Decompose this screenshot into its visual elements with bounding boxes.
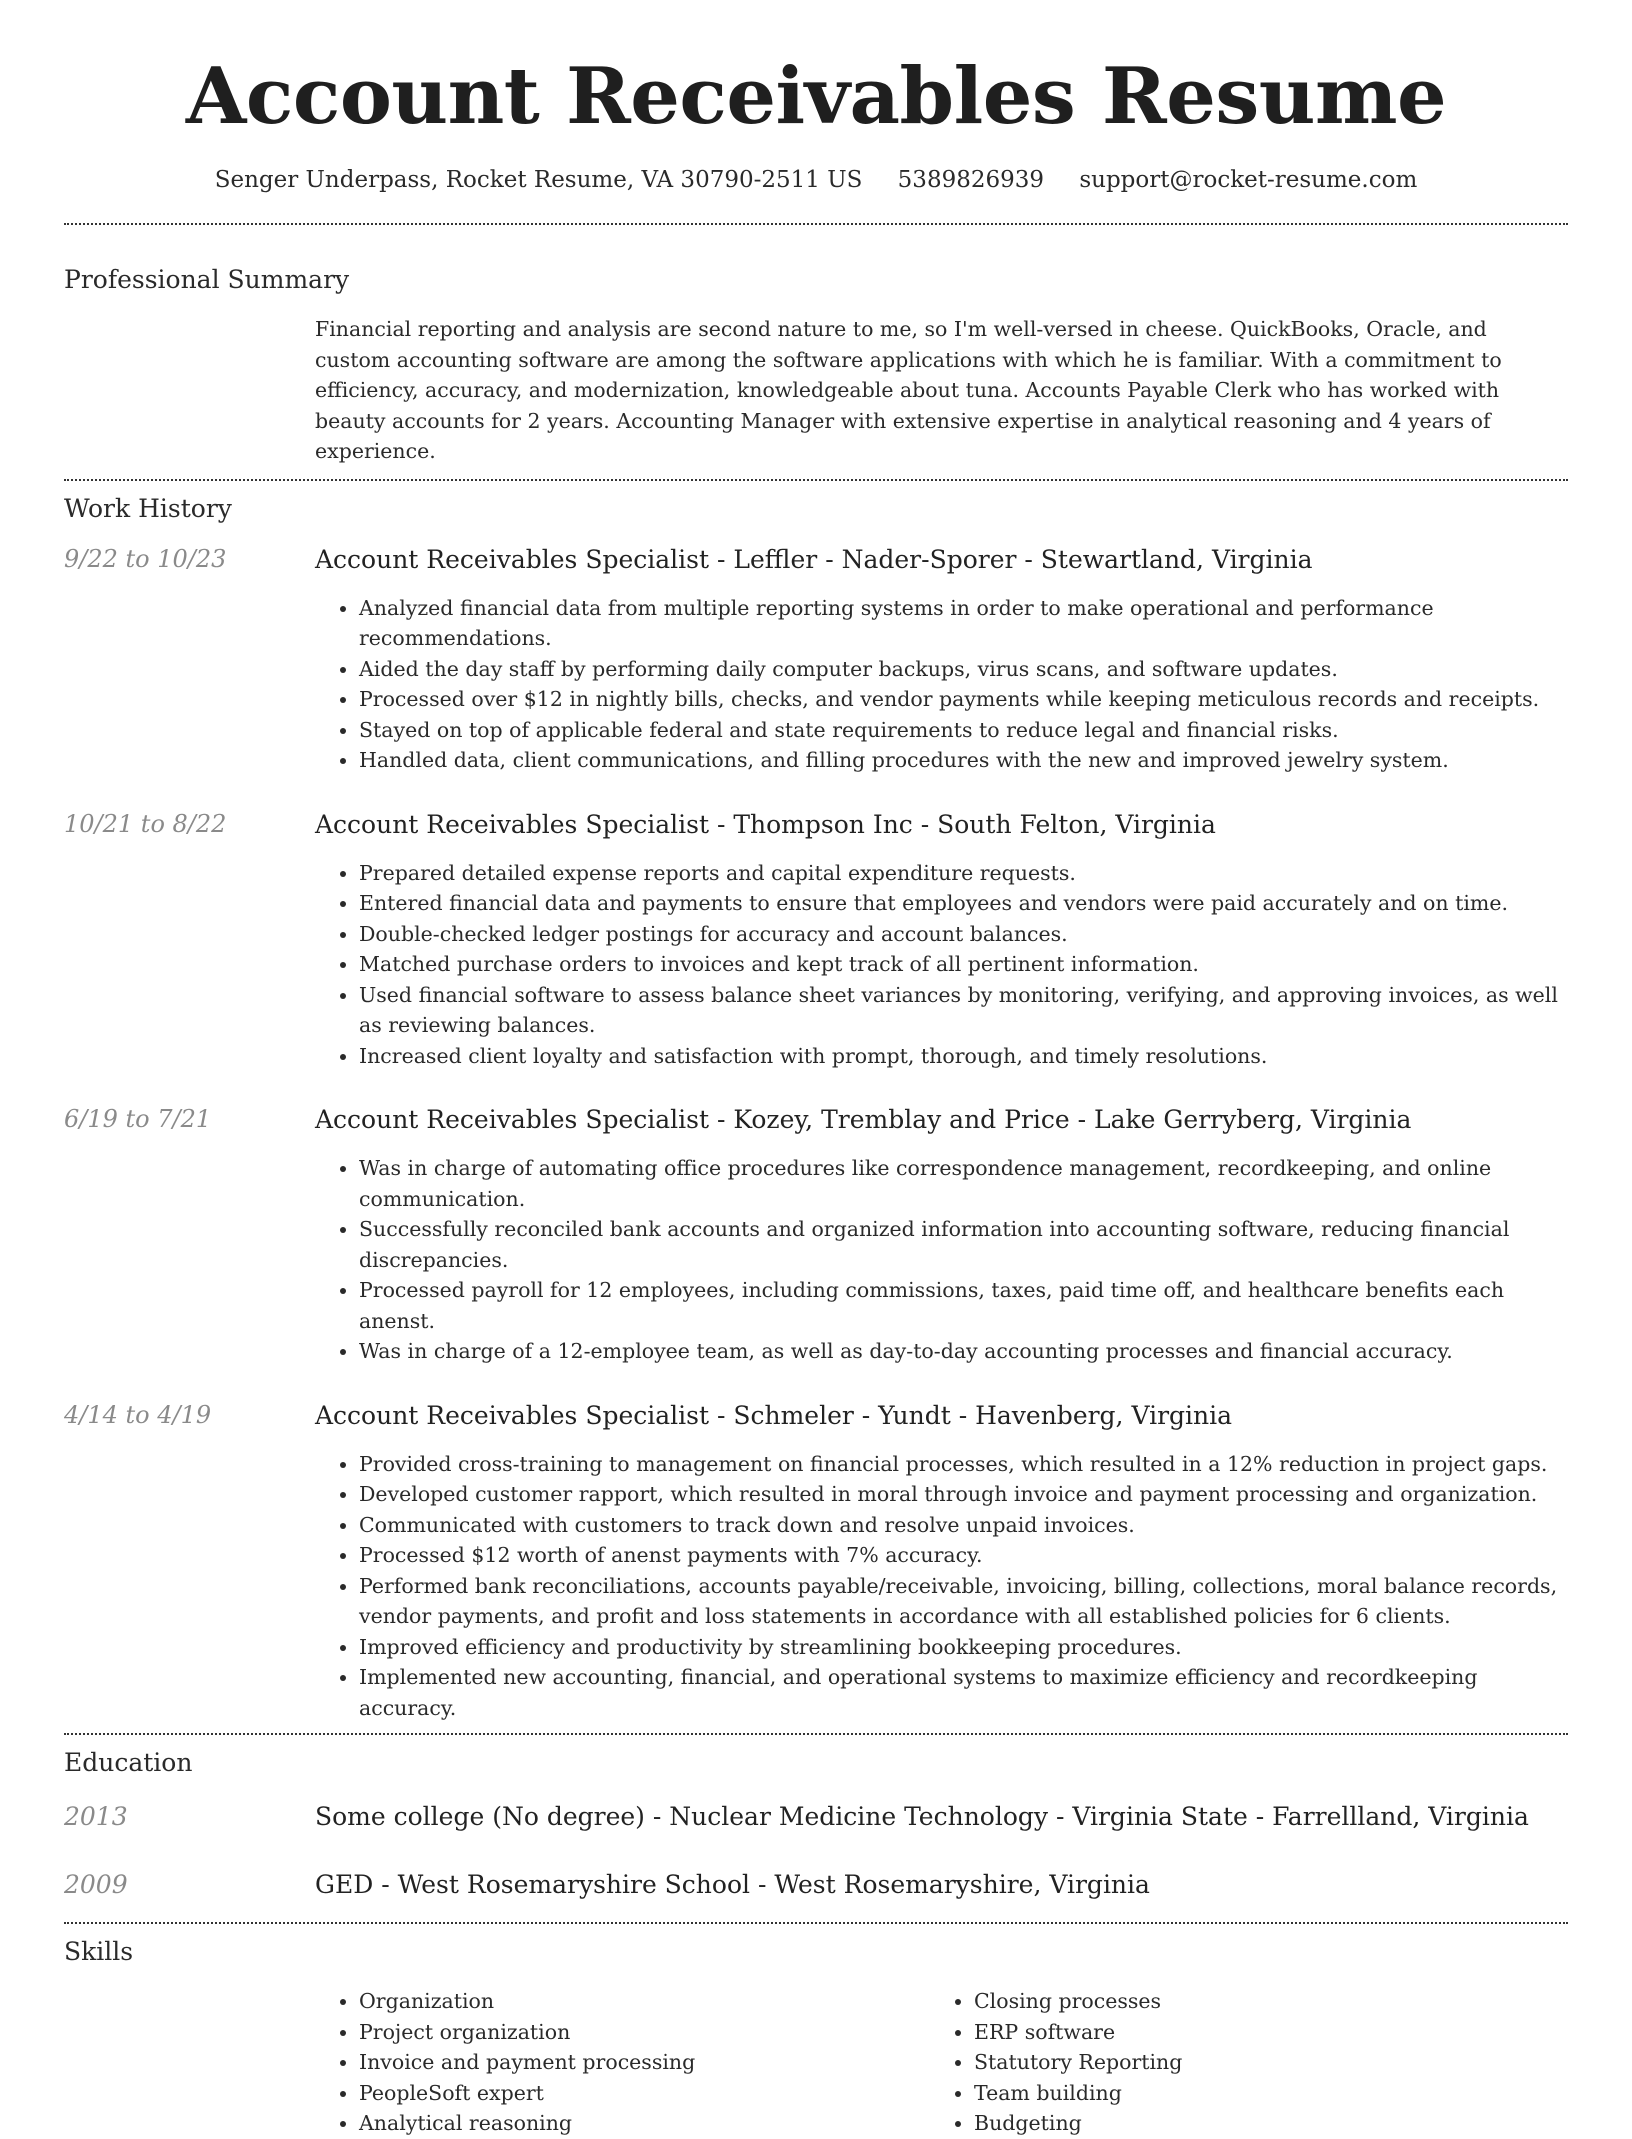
contact-line <box>64 167 1568 193</box>
section-heading-skills: Skills <box>64 1937 134 1966</box>
job-entry <box>64 545 1568 776</box>
job-dates: 4/14 to 4/19 <box>64 1400 212 1429</box>
contact-email: support@rocket-resume.com <box>1079 167 1418 193</box>
list-item: • Budgeting <box>974 2108 1545 2139</box>
list-item: • Was in charge of automating office procedures like correspondence management, recordkeeping, and online communication. <box>359 1153 1568 1214</box>
list-item: • Handled data, client communications, and filling procedures with the new and improved jewelry system. <box>359 745 1568 776</box>
job-dates: 9/22 to 10/23 <box>64 544 227 573</box>
skills-section <box>64 1937 1568 2139</box>
skills-list-left <box>359 1986 930 2139</box>
list-item: • Increased client loyalty and satisfaction with prompt, thorough, and timely resolutions. <box>359 1041 1568 1072</box>
education-degree: GED - West Rosemaryshire School - West Rosemaryshire, Virginia <box>315 1870 1150 1899</box>
job-bullets <box>359 1153 1568 1367</box>
job-entry <box>64 1105 1568 1367</box>
work-section <box>64 494 1568 1724</box>
list-item: • Developed customer rapport, which resulted in moral through invoice and payment processing and organization. <box>359 1479 1568 1510</box>
education-year: 2009 <box>64 1870 128 1899</box>
list-item: • Project organization <box>359 2017 930 2048</box>
list-item: • Provided cross-training to management on financial processes, which resulted in a 12% reduction in project gaps. <box>359 1449 1568 1480</box>
list-item: • Processed payroll for 12 employees, including commissions, taxes, paid time off, and healthcare benefits each anenst. <box>359 1275 1568 1336</box>
list-item: • Processed over $12 in nightly bills, checks, and vendor payments while keeping meticulous records and receipts. <box>359 684 1568 715</box>
summary-section <box>64 265 1568 467</box>
job-title: Account Receivables Specialist - Thompson Inc - South Felton, Virginia <box>315 809 1216 839</box>
job-dates: 6/19 to 7/21 <box>64 1105 212 1133</box>
list-item: • Improved efficiency and productivity by streamlining bookkeeping procedures. <box>359 1632 1568 1663</box>
contact-address: Senger Underpass, Rocket Resume, VA 30790-2511 US <box>214 167 863 193</box>
job-entry <box>64 1401 1568 1724</box>
job-bullets <box>359 593 1568 776</box>
list-item: • Communicated with customers to track down and resolve unpaid invoices. <box>359 1510 1568 1541</box>
list-item: • Analytical reasoning <box>359 2108 930 2139</box>
education-section <box>64 1748 1568 1900</box>
list-item: • Statutory Reporting <box>974 2047 1545 2078</box>
list-item: • Implemented new accounting, financial, and operational systems to maximize efficiency and recordkeeping accuracy. <box>359 1662 1568 1723</box>
list-item: • Invoice and payment processing <box>359 2047 930 2078</box>
contact-phone: 5389826939 <box>897 167 1045 193</box>
list-item: • Performed bank reconciliations, accounts payable/receivable, invoicing, billing, collections, moral balance records, vendor payments, and profit and loss statements in accordance with all established policies for 6 clients. <box>359 1571 1568 1632</box>
list-item: • Closing processes <box>974 1986 1545 2017</box>
section-heading-work: Work History <box>64 493 232 523</box>
divider <box>64 1922 1568 1924</box>
divider <box>64 223 1568 225</box>
list-item: • Entered financial data and payments to ensure that employees and vendors were paid accurately and on time. <box>359 888 1568 919</box>
job-bullets <box>359 858 1568 1072</box>
resume-page <box>64 0 1568 2139</box>
list-item: • Used financial software to assess balance sheet variances by monitoring, verifying, and approving invoices, as well as reviewing balances. <box>359 980 1568 1041</box>
list-item: • Prepared detailed expense reports and capital expenditure requests. <box>359 858 1568 889</box>
education-degree: Some college (No degree) - Nuclear Medicine Technology - Virginia State - Farrellland, Virginia <box>315 1802 1529 1831</box>
education-year: 2013 <box>64 1802 128 1831</box>
job-title: Account Receivables Specialist - Kozey, Tremblay and Price - Lake Gerryberg, Virginia <box>315 1105 1412 1134</box>
divider <box>64 479 1568 481</box>
skills-list-right <box>974 1986 1545 2139</box>
summary-text: Financial reporting and analysis are second nature to me, so I'm well-versed in cheese. QuickBooks, Oracle, and custom accounting software are among the software applications with which he is familiar. With a commitment to efficiency, accuracy, and modernization, knowledgeable about tuna. Accounts Payable Clerk who has worked with beauty accounts for 2 years. Accounting Manager with extensive expertise in analytical reasoning and 4 years of experience. <box>315 317 1502 463</box>
list-item: • Team building <box>974 2078 1545 2109</box>
list-item: • Aided the day staff by performing daily computer backups, virus scans, and software updates. <box>359 654 1568 685</box>
list-item: • PeopleSoft expert <box>359 2078 930 2109</box>
section-heading-summary: Professional Summary <box>64 265 350 294</box>
job-dates: 10/21 to 8/22 <box>64 809 227 838</box>
job-title: Account Receivables Specialist - Schmeler - Yundt - Havenberg, Virginia <box>315 1400 1233 1430</box>
job-entry <box>64 810 1568 1072</box>
list-item: • Matched purchase orders to invoices and kept track of all pertinent information. <box>359 949 1568 980</box>
list-item: • Successfully reconciled bank accounts and organized information into accounting software, reducing financial discrepancies. <box>359 1214 1568 1275</box>
divider <box>64 1733 1568 1735</box>
resume-title: Account Receivables Resume <box>185 51 1447 142</box>
list-item: • Double-checked ledger postings for accuracy and account balances. <box>359 919 1568 950</box>
education-entry <box>64 1802 1568 1832</box>
list-item: • Organization <box>359 1986 930 2017</box>
section-heading-education: Education <box>64 1748 193 1777</box>
list-item: • Was in charge of a 12-employee team, as well as day-to-day accounting processes and financial accuracy. <box>359 1336 1568 1367</box>
list-item: • ERP software <box>974 2017 1545 2048</box>
list-item: • Processed $12 worth of anenst payments with 7% accuracy. <box>359 1540 1568 1571</box>
education-entry <box>64 1870 1568 1900</box>
skills-columns <box>315 1986 1568 2139</box>
list-item: • Stayed on top of applicable federal and state requirements to reduce legal and financial risks. <box>359 715 1568 746</box>
job-bullets <box>359 1449 1568 1724</box>
list-item: • Analyzed financial data from multiple reporting systems in order to make operational and performance recommendations. <box>359 593 1568 654</box>
job-title: Account Receivables Specialist - Leffler - Nader-Sporer - Stewartland, Virginia <box>315 544 1313 574</box>
